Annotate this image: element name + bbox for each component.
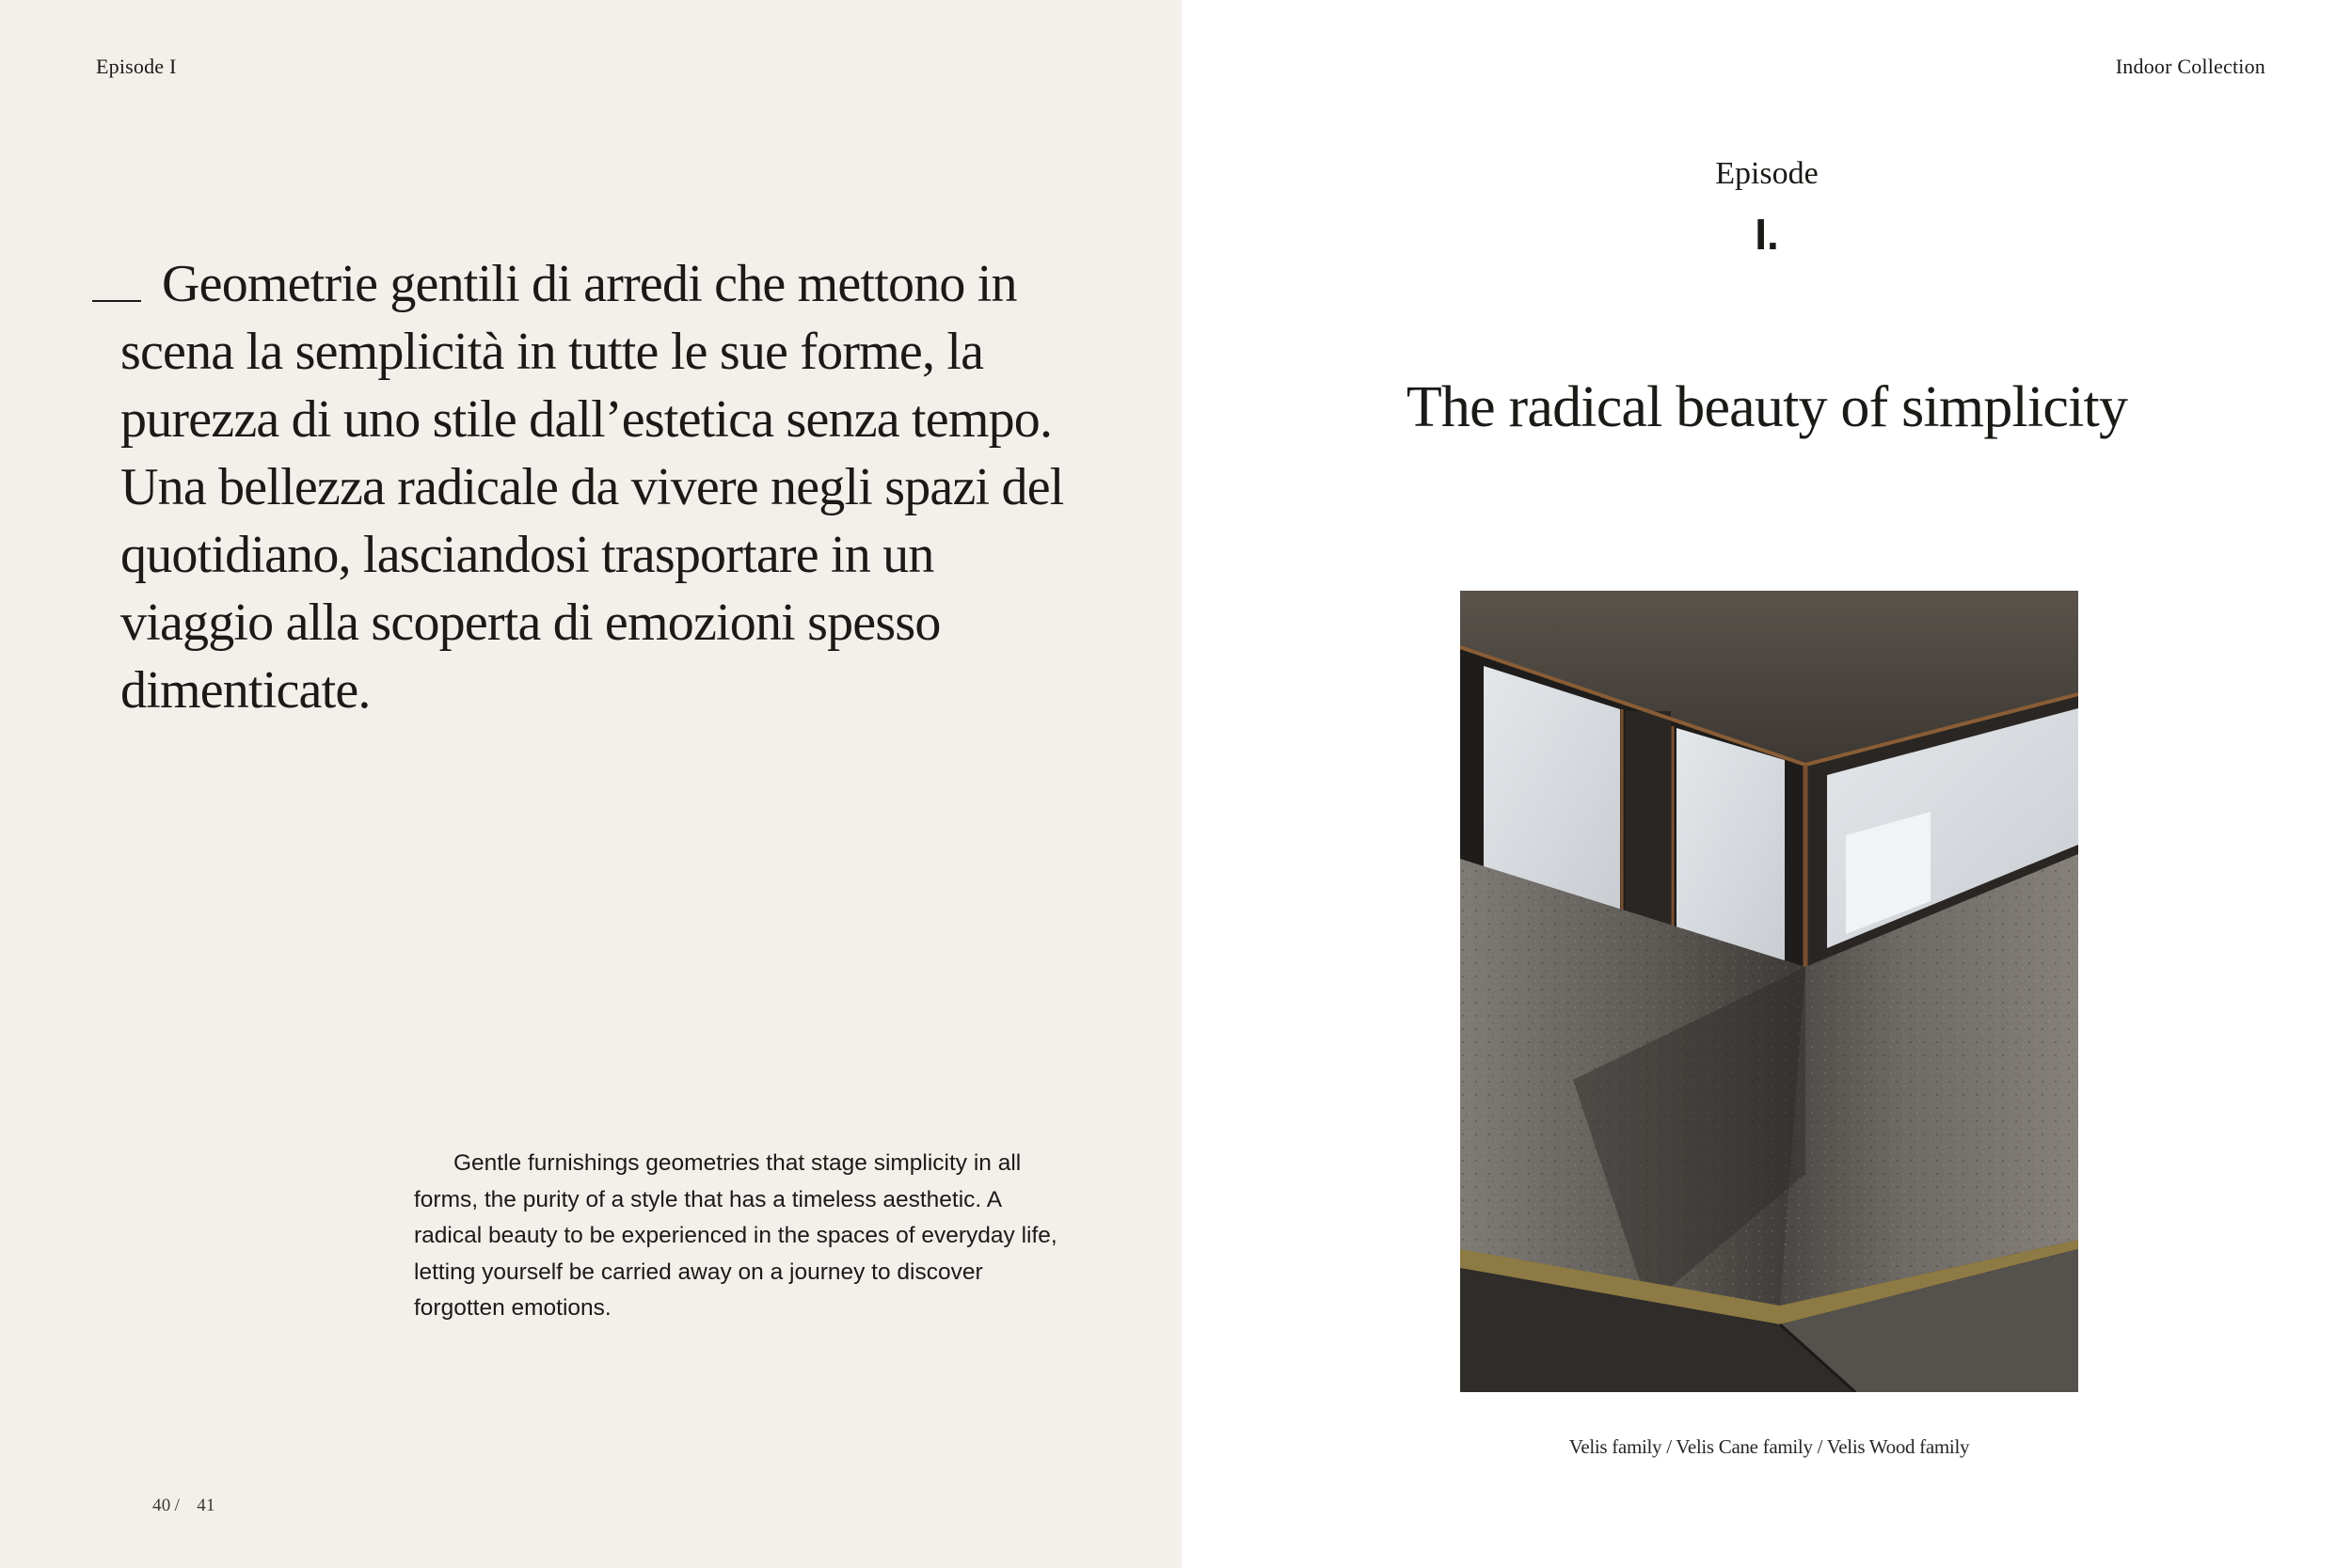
folio-right-number: 41 — [197, 1496, 215, 1515]
episode-title: The radical beauty of simplicity — [1406, 375, 2128, 439]
episode-label: Episode — [1715, 156, 1819, 191]
page-folio — [152, 1496, 215, 1516]
photo-caption: Velis family / Velis Cane family / Velis Wood family — [1568, 1435, 1970, 1458]
running-head-right: Indoor Collection — [2115, 55, 2265, 78]
body-copy: Gentle furnishings geometries that stage simplicity in all forms, the purity of a style that has a timeless aesthetic. A radical beauty to be experienced in the spaces of everyday life, letting yourself be carried away on a journey to discover forgotten emotions. — [414, 1150, 1057, 1321]
folio-left-number: 40 — [152, 1496, 171, 1515]
lead-paragraph: Geometrie gentili di arredi che mettono in scena la semplicità in tutte le sue forme, la purezza di uno stile dall’estetica senza tempo. Una bellezza radicale da vivere negli spazi del quotidiano, lasciandosi trasportare in un viaggio alla scoperta di emozioni spesso dimenticate. — [120, 255, 1064, 720]
architecture-photo — [1460, 591, 2078, 1392]
architecture-photo-illustration — [1460, 591, 2078, 1392]
running-head-left: Episode I — [96, 55, 177, 78]
folio-separator: / — [174, 1496, 181, 1515]
episode-numeral: I. — [1755, 210, 1779, 259]
